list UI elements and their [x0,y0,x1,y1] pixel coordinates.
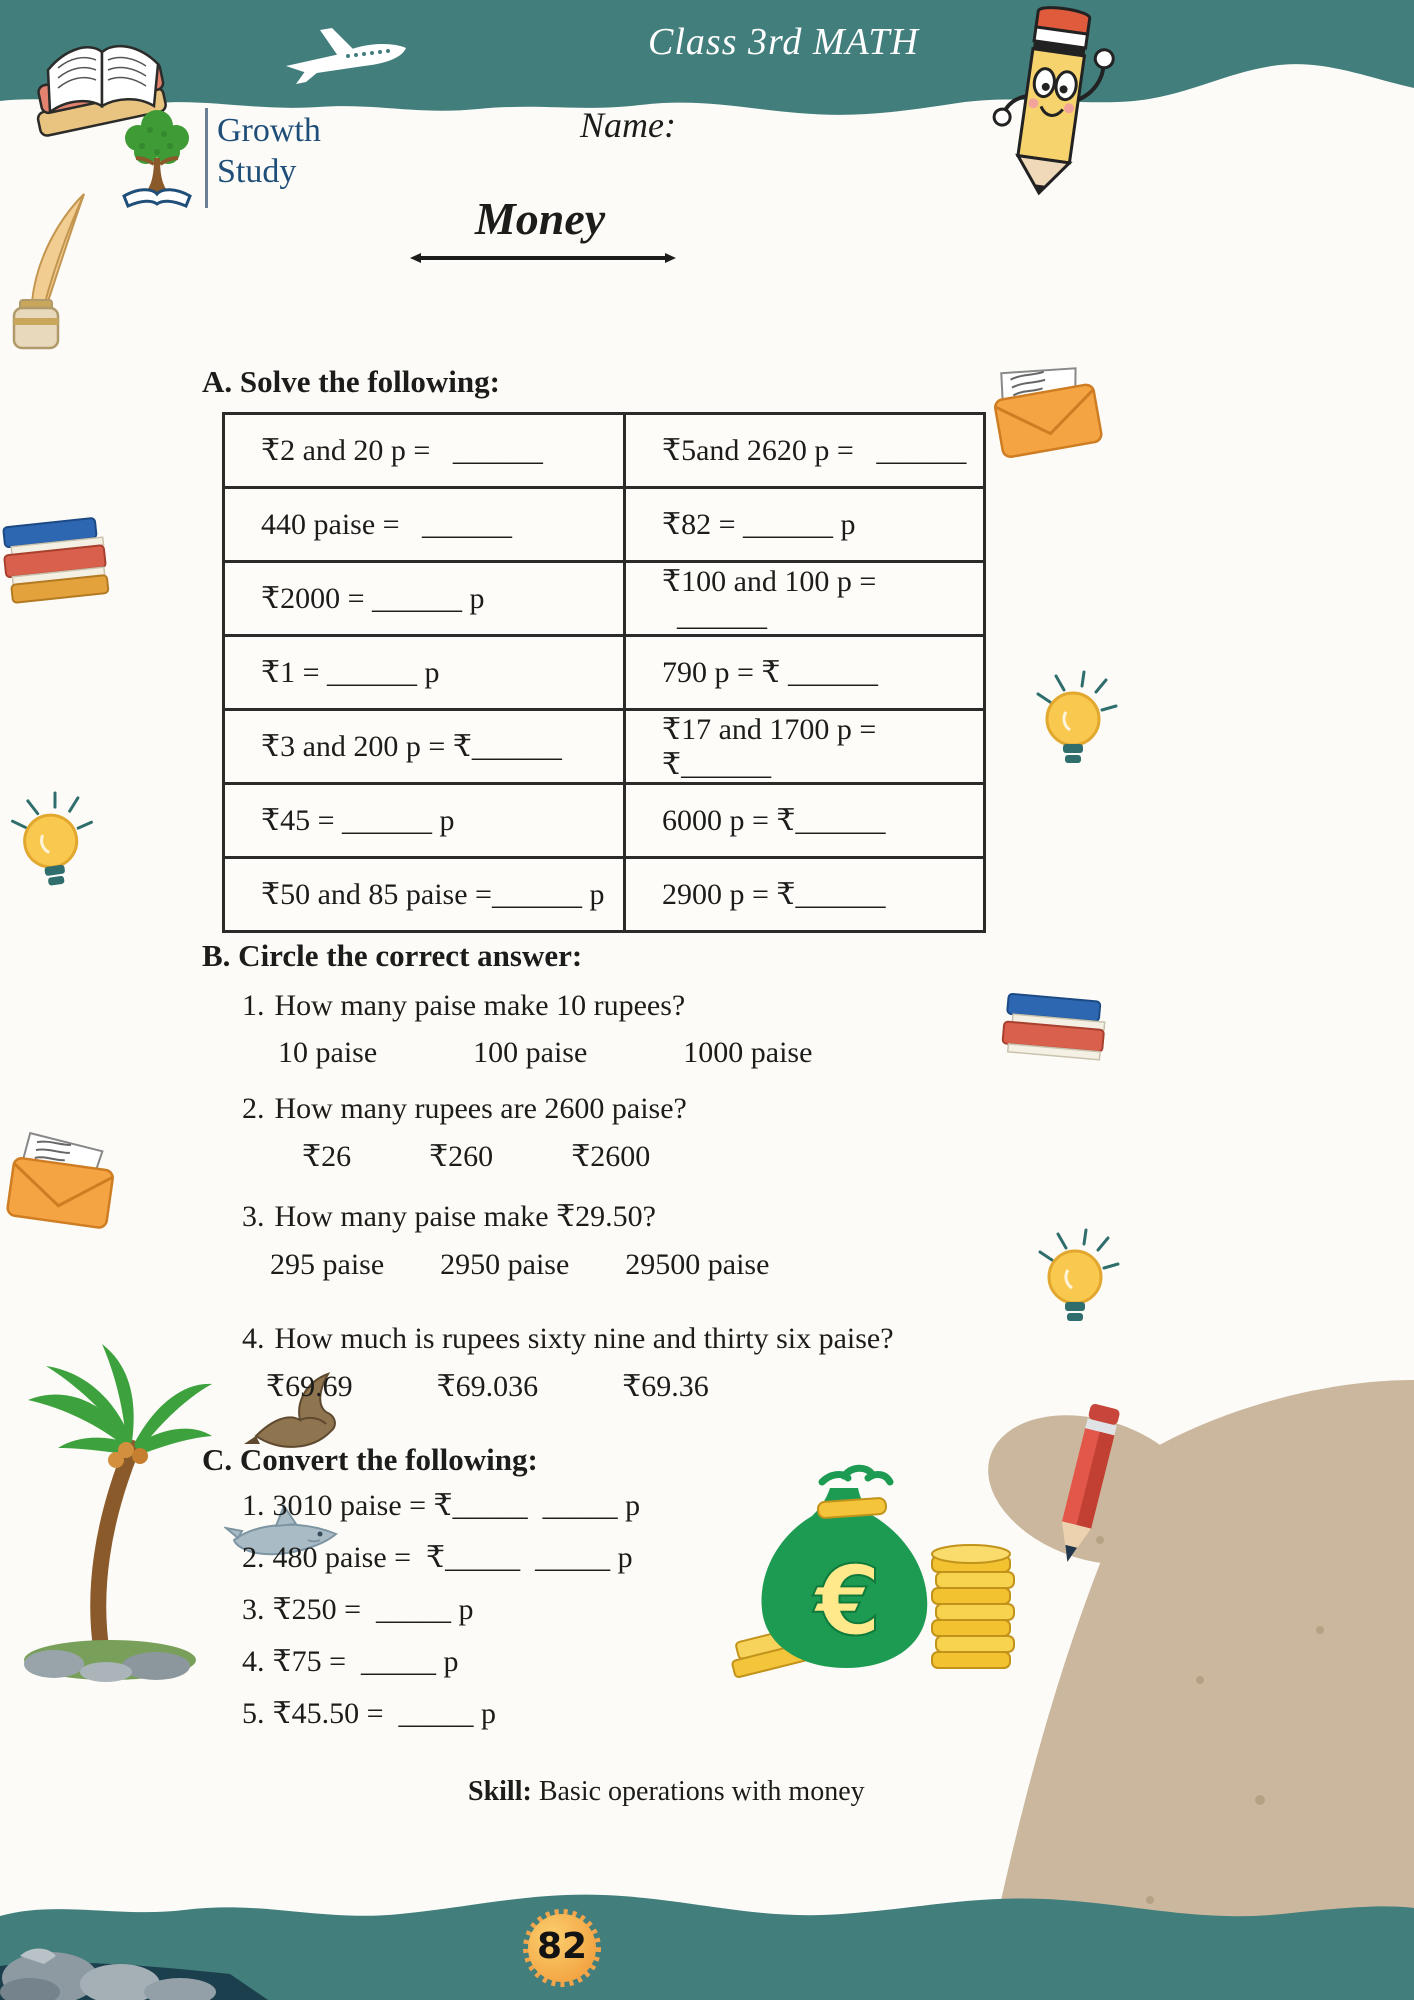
table-row [224,562,985,636]
table-cell: ₹17 and 1700 p = ₹______ [625,710,985,784]
table-row [224,784,985,858]
item-text: 3010 paise = ₹_____ _____ p [272,1489,641,1522]
brand-line2: Study [217,153,297,190]
question-item [202,986,1002,1073]
name-label: Name: [580,105,676,145]
table-cell: 2900 p = ₹______ [625,858,985,932]
quill-ink-icon [6,190,101,360]
section-b [202,936,1002,1407]
question-item [202,1089,1002,1177]
question-text: How many rupees are 2600 paise? [274,1092,687,1125]
title-underline [408,250,678,266]
question-number: 2. [242,1092,265,1125]
table-cell: ₹3 and 200 p = ₹______ [224,710,625,784]
table-cell: ₹5and 2620 p = ______ [625,414,985,488]
question-number: 4. [242,1322,265,1355]
section-c-heading: C. Convert the following: [202,1442,538,1477]
convert-item [202,1584,902,1636]
item-number: 1. [242,1489,265,1522]
light-bulb-icon [1026,664,1121,779]
options-row [202,1033,1002,1073]
item-number: 2. [242,1541,265,1574]
table-row [224,858,985,932]
question-number: 3. [242,1200,265,1233]
option-label: ₹26 [302,1140,352,1173]
item-number: 3. [242,1593,265,1626]
pencil-mascot-icon [988,0,1118,200]
table-cell: 790 p = ₹ ______ [625,636,985,710]
option-label: 295 paise [270,1248,385,1281]
brand-tree-icon [112,100,202,212]
item-text: ₹45.50 = _____ p [272,1697,497,1730]
convert-item [202,1636,902,1688]
table-row [224,636,985,710]
item-number: 5. [242,1697,265,1730]
option-label: ₹2600 [571,1140,651,1173]
question-number: 1. [242,989,265,1022]
section-a-heading: A. Solve the following: [202,364,500,399]
course-title: Class 3rd MATH [648,21,919,63]
question-text: How many paise make 10 rupees? [274,989,686,1022]
convert-item [202,1480,902,1532]
table-cell: ₹45 = ______ p [224,784,625,858]
option-label: ₹69.36 [622,1370,709,1403]
table-cell: 6000 p = ₹______ [625,784,985,858]
option-label: ₹260 [429,1140,494,1173]
item-text: 480 paise = ₹_____ _____ p [272,1541,633,1574]
section-b-heading: B. Circle the correct answer: [202,938,583,973]
books-icon [0,500,115,605]
table-cell: ₹82 = ______ p [625,488,985,562]
rocks-icon [0,1908,250,2000]
page-title: Money [474,193,606,244]
table-cell: ₹2000 = ______ p [224,562,625,636]
table-cell: ₹1 = ______ p [224,636,625,710]
airplane-icon [280,14,420,99]
section-c [202,1440,902,1740]
option-label: 100 paise [473,1036,588,1069]
options-row [202,1137,1002,1177]
option-label: 10 paise [278,1036,378,1069]
convert-item [202,1688,902,1740]
corner-pencil-icon [1030,1396,1140,1586]
light-bulb-icon [0,780,107,907]
item-number: 4. [242,1645,265,1678]
table-cell: 440 paise = ______ [224,488,625,562]
table-cell: ₹50 and 85 paise =______ p [224,858,625,932]
item-text: ₹250 = _____ p [272,1593,474,1626]
options-row [202,1245,1002,1285]
euro-symbol: € [814,1545,882,1657]
table-cell: ₹2 and 20 p = ______ [224,414,625,488]
skill-text: Basic operations with money [531,1776,865,1807]
question-text: How much is rupees sixty nine and thirty six paise? [274,1322,894,1355]
option-label: ₹69.69 [266,1370,353,1403]
option-label: 29500 paise [625,1248,770,1281]
table-row [224,710,985,784]
option-label: ₹69.036 [436,1370,539,1403]
skill-line [468,1776,865,1808]
question-item [202,1197,1002,1285]
table-row [224,414,985,488]
light-bulb-icon [1028,1222,1123,1337]
table-cell: ₹100 and 100 p = ______ [625,562,985,636]
option-label: 1000 paise [683,1036,813,1069]
brand-name [217,110,321,192]
convert-item [202,1532,902,1584]
brand-divider [205,108,208,208]
option-label: 2950 paise [440,1248,570,1281]
page-number: 82 [536,1926,588,1967]
books-icon [1000,976,1115,1081]
envelope-icon [986,348,1106,463]
brand-line1: Growth [217,112,321,149]
item-text: ₹75 = _____ p [272,1645,459,1678]
palm-tree-icon [6,1342,216,1682]
envelope-icon [2,1120,122,1235]
skill-label: Skill: [468,1776,532,1807]
table-row [224,488,985,562]
section-a-table [222,412,986,933]
question-text: How many paise make ₹29.50? [274,1200,656,1233]
options-row [202,1367,1002,1407]
question-item [202,1319,1002,1407]
coin-stack-icon [932,1545,1014,1668]
